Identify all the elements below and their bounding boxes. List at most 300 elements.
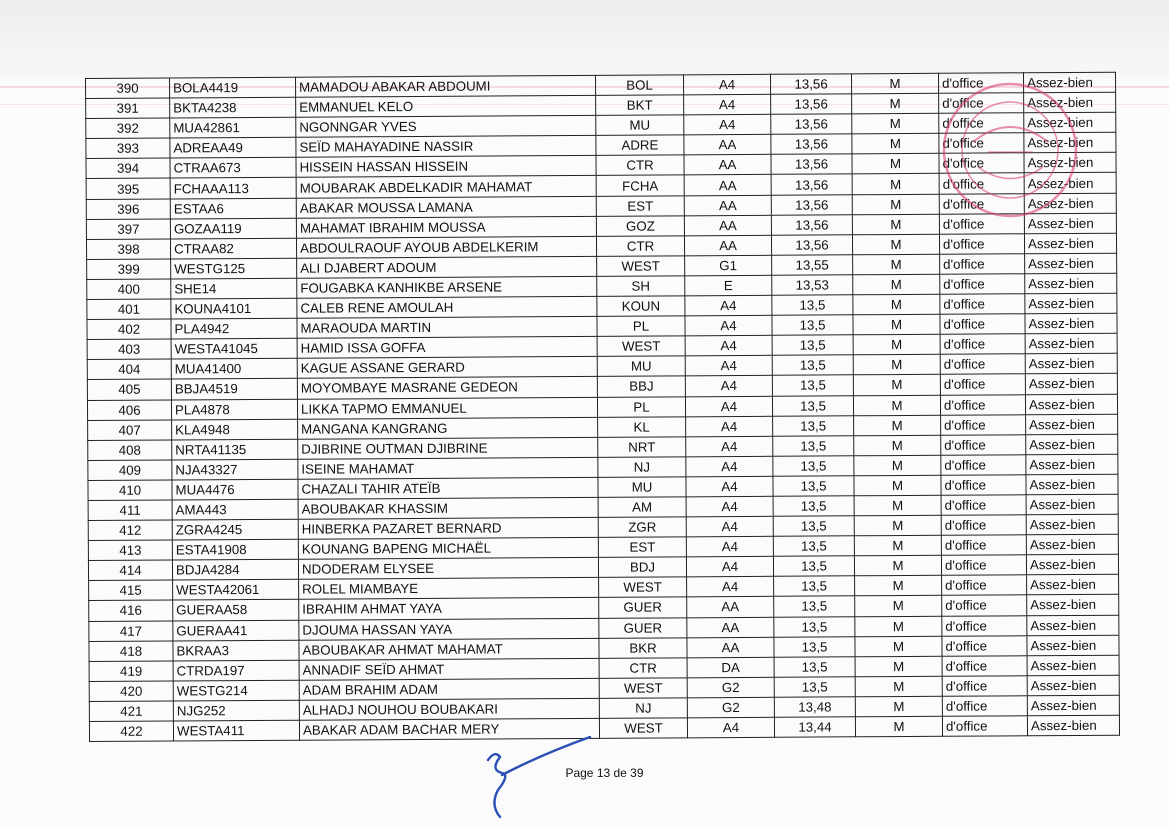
series-cell: A4 xyxy=(685,396,772,417)
code-cell: GUERAA41 xyxy=(173,620,299,641)
mention-cell: Assez-bien xyxy=(1024,92,1116,113)
series-cell: AA xyxy=(687,597,774,618)
mention-cell: Assez-bien xyxy=(1025,273,1117,294)
mention-cell: Assez-bien xyxy=(1025,333,1117,354)
gender-cell: M xyxy=(853,355,940,376)
series-cell: AA xyxy=(684,215,771,236)
average-cell: 13,5 xyxy=(773,516,854,537)
series-cell: AA xyxy=(684,175,771,196)
average-cell: 13,53 xyxy=(772,275,853,296)
code-cell: WESTA411 xyxy=(173,720,299,741)
admission-cell: d'office xyxy=(939,193,1024,214)
series-cell: AA xyxy=(684,155,771,176)
rank-cell: 391 xyxy=(86,98,170,119)
average-cell: 13,5 xyxy=(773,536,854,557)
code-cell: MUA41400 xyxy=(171,359,297,380)
admission-cell: d'office xyxy=(940,294,1025,315)
series-cell: G2 xyxy=(687,697,774,718)
admission-cell: d'office xyxy=(941,535,1026,556)
code-cell: NRTA41135 xyxy=(172,439,298,460)
mention-cell: Assez-bien xyxy=(1025,374,1117,395)
average-cell: 13,56 xyxy=(771,174,852,195)
center-cell: BKR xyxy=(599,637,687,658)
admission-cell: d'office xyxy=(939,213,1024,234)
admission-cell: d'office xyxy=(939,153,1024,174)
name-cell: DJOUMA HASSAN YAYA xyxy=(299,618,599,640)
average-cell: 13,5 xyxy=(773,556,854,577)
code-cell: SHE14 xyxy=(171,278,297,299)
admission-cell: d'office xyxy=(939,173,1024,194)
rank-cell: 408 xyxy=(88,440,172,461)
mention-cell: Assez-bien xyxy=(1026,514,1118,535)
series-cell: AA xyxy=(687,617,774,638)
rank-cell: 390 xyxy=(86,78,170,99)
name-cell: HAMID ISSA GOFFA xyxy=(297,337,597,359)
admission-cell: d'office xyxy=(942,635,1027,656)
code-cell: CTRDA197 xyxy=(173,660,299,681)
series-cell: A4 xyxy=(686,456,773,477)
gender-cell: M xyxy=(854,556,941,577)
series-cell: G2 xyxy=(687,677,774,698)
average-cell: 13,56 xyxy=(771,214,852,235)
mention-cell: Assez-bien xyxy=(1024,173,1116,194)
rank-cell: 396 xyxy=(86,199,170,220)
code-cell: CTRAA673 xyxy=(170,158,296,179)
rank-cell: 409 xyxy=(88,460,172,481)
name-cell: ABDOULRAOUF AYOUB ABDELKERIM xyxy=(296,236,596,258)
admission-cell: d'office xyxy=(942,615,1027,636)
rank-cell: 416 xyxy=(89,600,173,621)
mention-cell: Assez-bien xyxy=(1026,414,1118,435)
average-cell: 13,56 xyxy=(771,194,852,215)
rank-cell: 395 xyxy=(86,178,170,199)
series-cell: A4 xyxy=(684,114,771,135)
name-cell: KAGUE ASSANE GERARD xyxy=(297,357,597,379)
gender-cell: M xyxy=(854,535,941,556)
code-cell: KOUNA4101 xyxy=(171,298,297,319)
average-cell: 13,5 xyxy=(773,476,854,497)
average-cell: 13,56 xyxy=(771,134,852,155)
rank-cell: 418 xyxy=(89,641,173,662)
admission-cell: d'office xyxy=(940,254,1025,275)
mention-cell: Assez-bien xyxy=(1027,575,1119,596)
name-cell: MANGANA KANGRANG xyxy=(298,417,598,439)
code-cell: ZGRA4245 xyxy=(172,519,298,540)
center-cell: PL xyxy=(597,396,685,417)
mention-cell: Assez-bien xyxy=(1027,675,1119,696)
center-cell: MU xyxy=(597,356,685,377)
center-cell: BKT xyxy=(596,95,684,116)
rank-cell: 403 xyxy=(87,339,171,360)
center-cell: WEST xyxy=(599,577,687,598)
code-cell: GUERAA58 xyxy=(173,600,299,621)
center-cell: WEST xyxy=(599,718,687,739)
name-cell: ABOUBAKAR AHMAT MAHAMAT xyxy=(299,638,599,660)
rank-cell: 406 xyxy=(87,399,171,420)
rank-cell: 402 xyxy=(87,319,171,340)
gender-cell: M xyxy=(852,174,939,195)
admission-cell: d'office xyxy=(940,334,1025,355)
gender-cell: M xyxy=(853,395,940,416)
admission-cell: d'office xyxy=(940,394,1025,415)
rank-cell: 414 xyxy=(88,560,172,581)
code-cell: BKRAA3 xyxy=(173,640,299,661)
center-cell: NJ xyxy=(598,457,686,478)
mention-cell: Assez-bien xyxy=(1026,434,1118,455)
admission-cell: d'office xyxy=(941,515,1026,536)
average-cell: 13,56 xyxy=(771,235,852,256)
mention-cell: Assez-bien xyxy=(1027,635,1119,656)
series-cell: A4 xyxy=(687,577,774,598)
gender-cell: M xyxy=(854,515,941,536)
average-cell: 13,5 xyxy=(773,496,854,517)
mention-cell: Assez-bien xyxy=(1024,132,1116,153)
mention-cell: Assez-bien xyxy=(1026,474,1118,495)
name-cell: MAHAMAT IBRAHIM MOUSSA xyxy=(296,216,596,238)
name-cell: EMMANUEL KELO xyxy=(296,95,596,117)
center-cell: BDJ xyxy=(598,557,686,578)
series-cell: A4 xyxy=(686,476,773,497)
gender-cell: M xyxy=(852,234,939,255)
gender-cell: M xyxy=(854,435,941,456)
code-cell: GOZAA119 xyxy=(170,218,296,239)
code-cell: MUA4476 xyxy=(172,479,298,500)
center-cell: ADRE xyxy=(596,135,684,156)
admission-cell: d'office xyxy=(941,495,1026,516)
gender-cell: M xyxy=(854,495,941,516)
gender-cell: M xyxy=(852,134,939,155)
center-cell: BOL xyxy=(595,75,683,96)
code-cell: ESTA41908 xyxy=(172,539,298,560)
rank-cell: 413 xyxy=(88,540,172,561)
series-cell: E xyxy=(685,275,772,296)
center-cell: FCHA xyxy=(596,175,684,196)
gender-cell: M xyxy=(854,415,941,436)
center-cell: CTR xyxy=(599,658,687,679)
name-cell: SEÏD MAHAYADINE NASSIR xyxy=(296,136,596,158)
page-footer xyxy=(0,766,1169,780)
name-cell: NDODERAM ELYSEE xyxy=(298,558,598,580)
center-cell: EST xyxy=(596,195,684,216)
code-cell: BKTA4238 xyxy=(170,97,296,118)
series-cell: A4 xyxy=(685,295,772,316)
average-cell: 13,55 xyxy=(772,255,853,276)
rank-cell: 405 xyxy=(87,379,171,400)
code-cell: PLA4942 xyxy=(171,318,297,339)
admission-cell: d'office xyxy=(940,354,1025,375)
rank-cell: 412 xyxy=(88,520,172,541)
admission-cell: d'office xyxy=(941,555,1026,576)
gender-cell: M xyxy=(852,113,939,134)
name-cell: KOUNANG BAPENG MICHAËL xyxy=(298,538,598,560)
average-cell: 13,56 xyxy=(770,74,851,95)
gender-cell: M xyxy=(853,335,940,356)
average-cell: 13,56 xyxy=(771,114,852,135)
name-cell: MAMADOU ABAKAR ABDOUMI xyxy=(295,75,595,97)
average-cell: 13,5 xyxy=(772,375,853,396)
code-cell: WESTA42061 xyxy=(173,580,299,601)
average-cell: 13,5 xyxy=(774,616,855,637)
center-cell: PL xyxy=(597,316,685,337)
gender-cell: M xyxy=(855,596,942,617)
average-cell: 13,48 xyxy=(774,697,855,718)
name-cell: ISEINE MAHAMAT xyxy=(298,457,598,479)
series-cell: A4 xyxy=(686,557,773,578)
center-cell: WEST xyxy=(597,256,685,277)
rank-cell: 420 xyxy=(89,681,173,702)
series-cell: A4 xyxy=(687,717,774,738)
admission-cell: d'office xyxy=(942,676,1027,697)
mention-cell: Assez-bien xyxy=(1026,494,1118,515)
gender-cell: M xyxy=(855,676,942,697)
gender-cell: M xyxy=(852,154,939,175)
center-cell: MU xyxy=(596,115,684,136)
gender-cell: M xyxy=(851,73,938,94)
series-cell: A4 xyxy=(685,315,772,336)
gender-cell: M xyxy=(855,616,942,637)
mention-cell: Assez-bien xyxy=(1027,695,1119,716)
gender-cell: M xyxy=(853,274,940,295)
admission-cell: d'office xyxy=(938,73,1023,94)
code-cell: AMA443 xyxy=(172,499,298,520)
mention-cell: Assez-bien xyxy=(1025,313,1117,334)
name-cell: ALHADJ NOUHOU BOUBAKARI xyxy=(299,698,599,720)
center-cell: NJ xyxy=(599,698,687,719)
gender-cell: M xyxy=(852,93,939,114)
mention-cell: Assez-bien xyxy=(1024,213,1116,234)
average-cell: 13,5 xyxy=(774,677,855,698)
center-cell: AM xyxy=(598,497,686,518)
series-cell: DA xyxy=(687,657,774,678)
mention-cell: Assez-bien xyxy=(1026,554,1118,575)
series-cell: A4 xyxy=(686,536,773,557)
rank-cell: 392 xyxy=(86,118,170,139)
name-cell: LIKKA TAPMO EMMANUEL xyxy=(297,397,597,419)
name-cell: CALEB RENE AMOULAH xyxy=(297,296,597,318)
gender-cell: M xyxy=(854,455,941,476)
code-cell: ESTAA6 xyxy=(170,198,296,219)
name-cell: HISSEIN HASSAN HISSEIN xyxy=(296,156,596,178)
mention-cell: Assez-bien xyxy=(1025,293,1117,314)
name-cell: DJIBRINE OUTMAN DJIBRINE xyxy=(298,437,598,459)
admission-cell: d'office xyxy=(940,314,1025,335)
gender-cell: M xyxy=(855,636,942,657)
center-cell: GUER xyxy=(599,617,687,638)
results-table-container xyxy=(85,72,1119,742)
series-cell: A4 xyxy=(686,516,773,537)
admission-cell: d'office xyxy=(942,575,1027,596)
name-cell: NGONNGAR YVES xyxy=(296,116,596,138)
name-cell: MOYOMBAYE MASRANE GEDEON xyxy=(297,377,597,399)
series-cell: A4 xyxy=(686,436,773,457)
name-cell: IBRAHIM AHMAT YAYA xyxy=(299,598,599,620)
series-cell: A4 xyxy=(686,496,773,517)
center-cell: WEST xyxy=(597,336,685,357)
gender-cell: M xyxy=(853,294,940,315)
rank-cell: 419 xyxy=(89,661,173,682)
results-table-body xyxy=(86,72,1120,741)
mention-cell: Assez-bien xyxy=(1025,253,1117,274)
rank-cell: 422 xyxy=(89,721,173,742)
average-cell: 13,5 xyxy=(773,435,854,456)
center-cell: SH xyxy=(597,276,685,297)
code-cell: NJA43327 xyxy=(172,459,298,480)
results-table xyxy=(85,72,1120,742)
code-cell: BOLA4419 xyxy=(170,77,296,98)
rank-cell: 404 xyxy=(87,359,171,380)
code-cell: BDJA4284 xyxy=(172,559,298,580)
mention-cell: Assez-bien xyxy=(1027,655,1119,676)
mention-cell: Assez-bien xyxy=(1025,394,1117,415)
center-cell: EST xyxy=(598,537,686,558)
average-cell: 13,44 xyxy=(774,717,855,738)
admission-cell: d'office xyxy=(942,716,1027,737)
average-cell: 13,56 xyxy=(771,94,852,115)
mention-cell: Assez-bien xyxy=(1027,595,1119,616)
mention-cell: Assez-bien xyxy=(1024,153,1116,174)
code-cell: ADREAA49 xyxy=(170,137,296,158)
gender-cell: M xyxy=(852,214,939,235)
name-cell: ROLEL MIAMBAYE xyxy=(299,578,599,600)
mention-cell: Assez-bien xyxy=(1026,454,1118,475)
admission-cell: d'office xyxy=(939,133,1024,154)
rank-cell: 399 xyxy=(87,259,171,280)
code-cell: BBJA4519 xyxy=(171,379,297,400)
average-cell: 13,5 xyxy=(773,415,854,436)
center-cell: MU xyxy=(598,477,686,498)
name-cell: HINBERKA PAZARET BERNARD xyxy=(298,517,598,539)
mention-cell: Assez-bien xyxy=(1027,615,1119,636)
mention-cell: Assez-bien xyxy=(1023,72,1115,93)
rank-cell: 398 xyxy=(86,239,170,260)
admission-cell: d'office xyxy=(940,374,1025,395)
average-cell: 13,5 xyxy=(773,456,854,477)
admission-cell: d'office xyxy=(941,434,1026,455)
gender-cell: M xyxy=(853,375,940,396)
series-cell: A4 xyxy=(685,376,772,397)
series-cell: A4 xyxy=(683,74,770,95)
rank-cell: 417 xyxy=(89,621,173,642)
admission-cell: d'office xyxy=(942,655,1027,676)
mention-cell: Assez-bien xyxy=(1024,193,1116,214)
code-cell: WESTG125 xyxy=(171,258,297,279)
gender-cell: M xyxy=(853,254,940,275)
name-cell: CHAZALI TAHIR ATEÏB xyxy=(298,477,598,499)
gender-cell: M xyxy=(853,314,940,335)
average-cell: 13,5 xyxy=(774,657,855,678)
name-cell: ABOUBAKAR KHASSIM xyxy=(298,497,598,519)
gender-cell: M xyxy=(855,656,942,677)
mention-cell: Assez-bien xyxy=(1026,534,1118,555)
average-cell: 13,5 xyxy=(774,596,855,617)
admission-cell: d'office xyxy=(939,234,1024,255)
name-cell: ADAM BRAHIM ADAM xyxy=(299,678,599,700)
series-cell: AA xyxy=(687,637,774,658)
series-cell: A4 xyxy=(685,356,772,377)
code-cell: FCHAAA113 xyxy=(170,178,296,199)
average-cell: 13,5 xyxy=(772,315,853,336)
admission-cell: d'office xyxy=(939,113,1024,134)
average-cell: 13,5 xyxy=(774,636,855,657)
name-cell: ALI DJABERT ADOUM xyxy=(297,256,597,278)
series-cell: G1 xyxy=(685,255,772,276)
gender-cell: M xyxy=(855,576,942,597)
admission-cell: d'office xyxy=(942,696,1027,717)
page-number: Page 13 de 39 xyxy=(565,766,644,780)
rank-cell: 394 xyxy=(86,158,170,179)
code-cell: PLA4878 xyxy=(171,399,297,420)
code-cell: WESTA41045 xyxy=(171,338,297,359)
name-cell: ABAKAR MOUSSA LAMANA xyxy=(296,196,596,218)
name-cell: FOUGABKA KANHIKBE ARSENE xyxy=(297,276,597,298)
center-cell: KL xyxy=(598,416,686,437)
average-cell: 13,5 xyxy=(772,355,853,376)
center-cell: ZGR xyxy=(598,517,686,538)
admission-cell: d'office xyxy=(941,475,1026,496)
code-cell: CTRAA82 xyxy=(170,238,296,259)
rank-cell: 407 xyxy=(88,420,172,441)
code-cell: KLA4948 xyxy=(172,419,298,440)
admission-cell: d'office xyxy=(939,93,1024,114)
center-cell: NRT xyxy=(598,437,686,458)
center-cell: BBJ xyxy=(597,376,685,397)
series-cell: AA xyxy=(684,195,771,216)
rank-cell: 411 xyxy=(88,500,172,521)
rank-cell: 415 xyxy=(89,580,173,601)
gender-cell: M xyxy=(855,696,942,717)
name-cell: ABAKAR ADAM BACHAR MERY xyxy=(299,718,599,740)
series-cell: AA xyxy=(684,135,771,156)
name-cell: MOUBARAK ABDELKADIR MAHAMAT xyxy=(296,176,596,198)
name-cell: MARAOUDA MARTIN xyxy=(297,317,597,339)
rank-cell: 393 xyxy=(86,138,170,159)
code-cell: MUA42861 xyxy=(170,117,296,138)
series-cell: A4 xyxy=(686,416,773,437)
series-cell: A4 xyxy=(685,336,772,357)
center-cell: CTR xyxy=(596,155,684,176)
average-cell: 13,5 xyxy=(772,395,853,416)
rank-cell: 421 xyxy=(89,701,173,722)
admission-cell: d'office xyxy=(941,455,1026,476)
gender-cell: M xyxy=(855,716,942,737)
average-cell: 13,5 xyxy=(772,335,853,356)
mention-cell: Assez-bien xyxy=(1025,354,1117,375)
series-cell: A4 xyxy=(684,94,771,115)
code-cell: WESTG214 xyxy=(173,680,299,701)
admission-cell: d'office xyxy=(941,414,1026,435)
center-cell: KOUN xyxy=(597,296,685,317)
average-cell: 13,5 xyxy=(772,295,853,316)
rank-cell: 400 xyxy=(87,279,171,300)
center-cell: GOZ xyxy=(596,215,684,236)
center-cell: GUER xyxy=(599,597,687,618)
gender-cell: M xyxy=(854,475,941,496)
rank-cell: 397 xyxy=(86,219,170,240)
name-cell: ANNADIF SEÏD AHMAT xyxy=(299,658,599,680)
rank-cell: 401 xyxy=(87,299,171,320)
mention-cell: Assez-bien xyxy=(1024,233,1116,254)
average-cell: 13,5 xyxy=(774,576,855,597)
average-cell: 13,56 xyxy=(771,154,852,175)
code-cell: NJG252 xyxy=(173,700,299,721)
admission-cell: d'office xyxy=(940,274,1025,295)
series-cell: AA xyxy=(684,235,771,256)
center-cell: WEST xyxy=(599,678,687,699)
mention-cell: Assez-bien xyxy=(1027,715,1119,736)
mention-cell: Assez-bien xyxy=(1024,112,1116,133)
rank-cell: 410 xyxy=(88,480,172,501)
center-cell: CTR xyxy=(596,236,684,257)
